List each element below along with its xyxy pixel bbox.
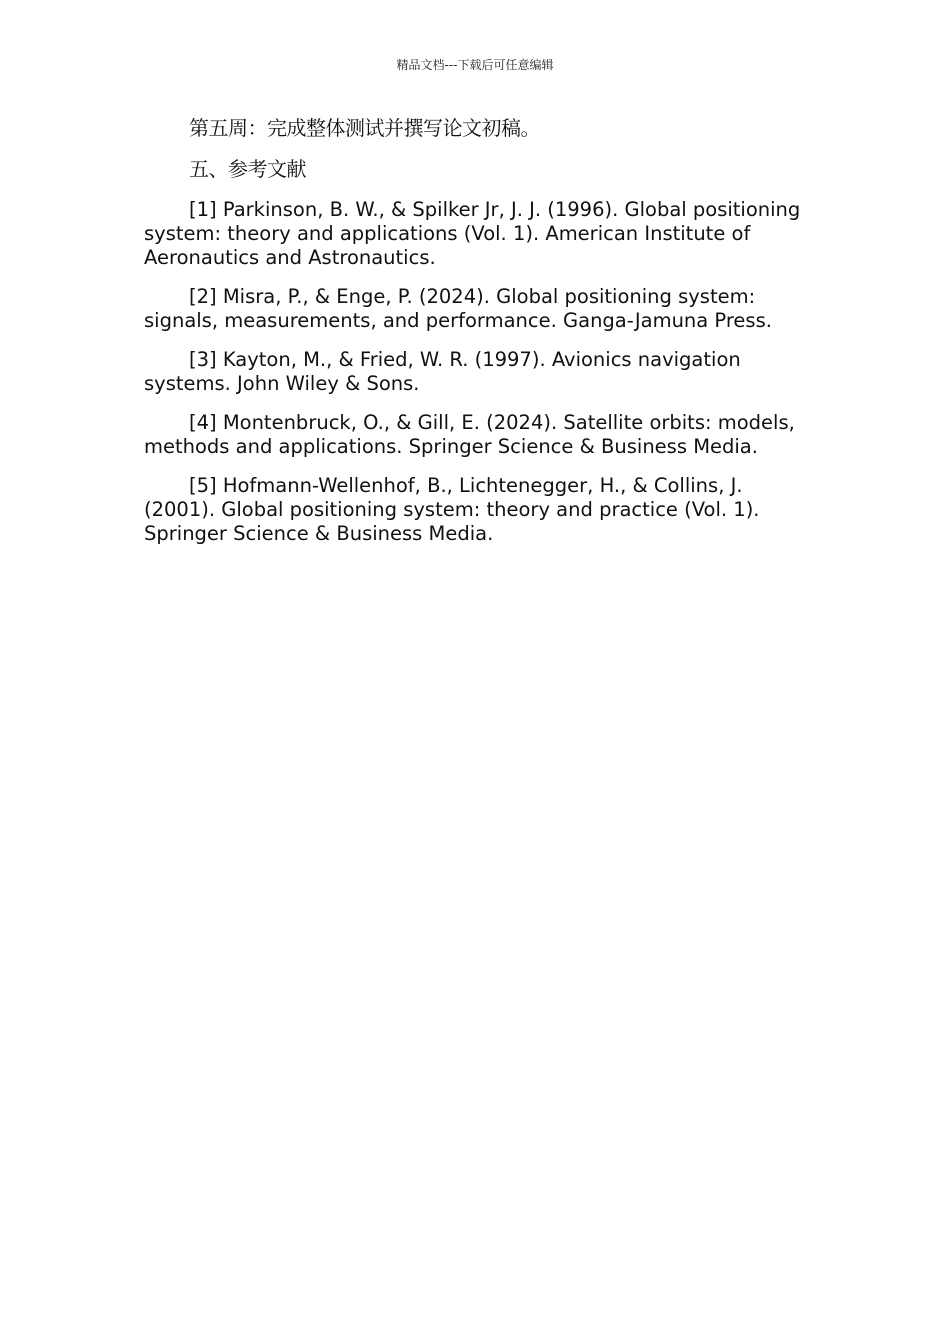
- references-section-title: 五、参考文献: [189, 157, 306, 181]
- reference-item-2: [2] Misra, P., & Enge, P. (2024). Global positioning system: signals, measurements, and performance. Ganga-Jamuna Press.: [144, 285, 772, 332]
- reference-item-3: [3] Kayton, M., & Fried, W. R. (1997). Avionics navigation systems. John Wiley & Sons.: [144, 348, 741, 395]
- document-body: [144, 116, 808, 561]
- reference-item-4: [4] Montenbruck, O., & Gill, E. (2024). Satellite orbits: models, methods and applications. Springer Science & Business Media.: [144, 411, 795, 458]
- page-header: 精品文档---下载后可任意编辑: [396, 58, 554, 72]
- week5-schedule-item: 第五周：完成整体测试并撰写论文初稿。: [189, 116, 540, 140]
- reference-item-5: [5] Hofmann-Wellenhof, B., Lichtenegger, H., & Collins, J. (2001). Global positioning system: theory and practice (Vol. 1). Springer Science & Business Media.: [144, 474, 760, 545]
- reference-item-1: [1] Parkinson, B. W., & Spilker Jr, J. J. (1996). Global positioning system: theory and applications (Vol. 1). American Institute of Aeronautics and Astronautics.: [144, 198, 801, 269]
